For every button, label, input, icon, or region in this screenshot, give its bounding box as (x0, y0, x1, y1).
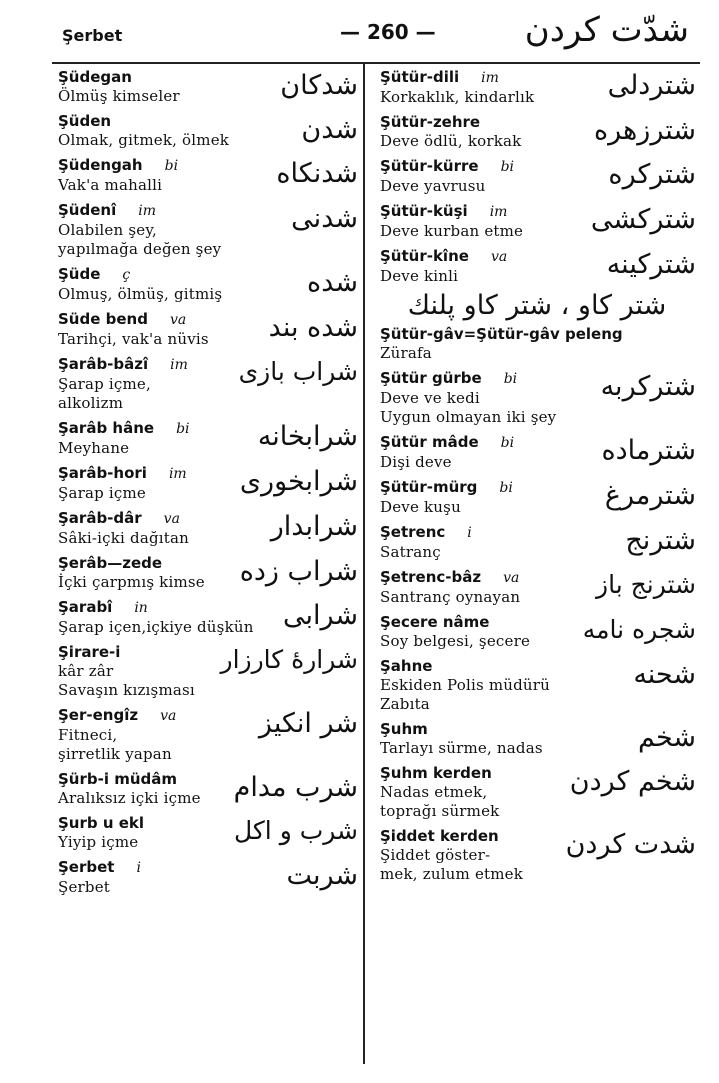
entry-definition: Deve kurban etme (380, 222, 524, 240)
entry-definition: Ölmüş kimseler (58, 87, 180, 105)
dictionary-entry (374, 566, 700, 607)
dictionary-entry (374, 655, 700, 714)
page-header (0, 0, 719, 62)
entry-arabic-line: شتر كاو ، شتر كاو پلنك (407, 290, 667, 321)
entry-arabic: شرابى (282, 600, 358, 631)
entry-arabic: شراب بازى (238, 357, 358, 386)
entry-definition: mek, zulum etmek (380, 865, 524, 883)
headword-text: Şarâb-bâzî (58, 355, 149, 373)
entry-definition: Deve kuşu (380, 498, 461, 516)
dictionary-entry (52, 154, 362, 195)
entry-arabic: شترمرغ (604, 480, 696, 511)
part-of-speech: va (163, 511, 180, 527)
entry-definition: Olmuş, ölmüş, gitmiş (58, 285, 223, 303)
entry-arabic: شرب مدام (233, 772, 358, 803)
entry-definition: Deve ödlü, korkak (380, 132, 522, 150)
part-of-speech: ç (122, 267, 131, 283)
entry-definition: Korkaklık, kindarlık (380, 88, 535, 106)
entry-arabic: شده (307, 267, 358, 298)
entry-definition: Zürafa (380, 344, 432, 362)
entry-definition: Dişi deve (380, 453, 452, 471)
entry-definition: Şiddet göster- (380, 846, 491, 864)
entry-arabic: شدنكاه (276, 158, 358, 189)
entry-definition: Deve ve kedi (380, 389, 480, 407)
entry-definition: Sâki-içki dağıtan (58, 529, 190, 547)
headword-text: Şuhm (380, 720, 428, 738)
header-rule (52, 62, 700, 64)
header-arabic: شدّت كردن (524, 10, 689, 50)
headword-text: Şiddet kerden (380, 827, 499, 845)
headword-text: Şütür-zehre (380, 113, 481, 131)
part-of-speech: im (170, 357, 188, 373)
entry-definition: Deve yavrusu (380, 177, 486, 195)
entry-definition: Vak'a mahalli (58, 176, 163, 194)
dictionary-entry (52, 812, 362, 852)
part-of-speech: va (169, 312, 187, 328)
headword-text: Şütür-kîne (380, 247, 469, 265)
entry-definition: Tarihçi, vak'a nüvis (58, 330, 209, 348)
entry-definition: Satranç (380, 543, 441, 561)
headword-text: Şetrenc-bâz (380, 568, 482, 586)
dictionary-entry (52, 507, 362, 548)
dictionary-entry (52, 462, 362, 503)
dictionary-entry (52, 110, 362, 150)
entry-arabic: شخم كردن (569, 766, 696, 797)
part-of-speech: im (138, 203, 156, 219)
part-of-speech: i (467, 525, 472, 541)
entry-definition: Zabıta (380, 695, 430, 713)
entry-definition: Tarlayı sürme, nadas (380, 739, 543, 757)
entry-arabic: شجره نامه (582, 615, 696, 644)
headword-text: Şerbet (58, 858, 115, 876)
entry-definition: İçki çarpmış kimse (58, 573, 205, 591)
part-of-speech: im (168, 466, 187, 482)
headword-text: Şarâb-dâr (58, 509, 142, 527)
entry-arabic: شرابخورى (239, 466, 358, 497)
guide-word: Şerbet (62, 26, 123, 45)
entry-definition: Şarap içme (58, 484, 147, 502)
left-column (52, 66, 362, 901)
entry-arabic: شحنه (633, 659, 696, 690)
headword-text: Şarabî (58, 598, 113, 616)
entry-arabic: شتركشى (590, 204, 696, 235)
entry-definition: Savaşın kızışması (58, 681, 195, 699)
dictionary-entry (52, 308, 362, 349)
entry-arabic: شدنى (291, 203, 358, 234)
entry-arabic: شتركينه (606, 249, 696, 280)
headword-text: Şirare-i (58, 643, 121, 661)
dictionary-entry (52, 768, 362, 808)
page-number: — 260 — (340, 20, 436, 44)
part-of-speech: bi (500, 159, 515, 175)
entry-arabic: شده بند (268, 312, 358, 343)
entry-definition: yapılmağa değen şey (58, 240, 222, 258)
dictionary-entry (52, 417, 362, 458)
entry-definition: Olabilen şey, (58, 221, 157, 239)
dictionary-entry (374, 200, 700, 241)
part-of-speech: bi (164, 158, 179, 174)
entry-headword (380, 325, 700, 344)
entry-definition: Aralıksız içki içme (58, 789, 201, 807)
entry-definition: alkolizm (58, 394, 124, 412)
headword-text: Şüde (58, 265, 101, 283)
part-of-speech: va (160, 708, 177, 724)
headword-text: Şüdengah (58, 156, 143, 174)
entry-definition: Uygun olmayan iki şey (380, 408, 557, 426)
entry-arabic: شدن (301, 114, 358, 145)
entry-arabic: شرارۀ كارزار (220, 645, 358, 674)
entry-arabic: شترنج (625, 525, 696, 556)
dictionary-entry (374, 431, 700, 472)
dictionary-entry (52, 353, 362, 413)
entry-definition: Yiyip içme (58, 833, 139, 851)
part-of-speech: im (489, 204, 508, 220)
entry-arabic: شر انكيز (258, 708, 358, 739)
entry-arabic: شترنج باز (596, 570, 696, 599)
headword-text: Şütür-kürre (380, 157, 479, 175)
headword-text: Şerâb—zede (58, 554, 163, 572)
part-of-speech: bi (503, 371, 518, 387)
headword-text: Süde bend (58, 310, 148, 328)
entry-arabic: شترماده (601, 435, 696, 466)
part-of-speech: im (481, 70, 499, 86)
part-of-speech: va (503, 570, 520, 586)
headword-text: Şütür gürbe (380, 369, 482, 387)
entry-definition: Eskiden Polis müdürü (380, 676, 550, 694)
entry-arabic: شربت (286, 860, 358, 891)
entry-definition: Soy belgesi, şecere (380, 632, 531, 650)
entry-arabic: شترزهره (594, 115, 696, 146)
entry-definition: toprağı sürmek (380, 802, 500, 820)
entry-definition: Şarap içme, (58, 375, 151, 393)
entry-arabic: شتركره (608, 159, 696, 190)
entry-arabic: شراب زده (239, 556, 358, 587)
dictionary-entry (52, 199, 362, 259)
entry-arabic: شرابدار (270, 511, 358, 542)
part-of-speech: in (134, 600, 148, 616)
entry-arabic: شرابخانه (257, 421, 358, 452)
entry-definition: Santranç oynayan (380, 588, 521, 606)
headword-text: Şütür mâde (380, 433, 479, 451)
headword-text: Şecere nâme (380, 613, 490, 631)
dictionary-entry (52, 856, 362, 897)
entry-definition: şirretlik yapan (58, 745, 172, 763)
entry-definition: Şerbet (58, 878, 111, 896)
dictionary-entry (52, 66, 362, 106)
headword-text: Şuhm kerden (380, 764, 492, 782)
entry-definition: Fitneci, (58, 726, 118, 744)
dictionary-entry (374, 245, 700, 286)
headword-text: Şer-engîz (58, 706, 139, 724)
part-of-speech: va (490, 249, 508, 265)
dictionary-entry (374, 762, 700, 821)
part-of-speech: bi (500, 435, 515, 451)
headword-text: Şahne (380, 657, 433, 675)
entry-arabic: شخم (637, 722, 696, 753)
dictionary-entry (374, 66, 700, 107)
entry-definition: Nadas etmek, (380, 783, 488, 801)
headword-text: Şurb u ekl (58, 814, 145, 832)
headword-text: Şütür-gâv=Şütür-gâv peleng (380, 325, 623, 343)
part-of-speech: i (136, 860, 141, 876)
entry-definition: Olmak, gitmek, ölmek (58, 131, 230, 149)
headword-text: Şüdenî (58, 201, 117, 219)
entry-arabic: شرب و اكل (233, 816, 358, 845)
dictionary-entry (374, 521, 700, 562)
dictionary-entry (52, 641, 362, 700)
right-column (374, 66, 700, 888)
entry-arabic: شتركربه (600, 371, 696, 402)
dictionary-entry (374, 718, 700, 758)
dictionary-entry (374, 825, 700, 884)
part-of-speech: bi (499, 480, 513, 496)
dictionary-entry (374, 111, 700, 151)
dictionary-entry (374, 476, 700, 517)
entry-arabic: شدكان (280, 70, 358, 101)
dictionary-entry (374, 611, 700, 651)
dictionary-entry (52, 263, 362, 304)
headword-text: Şürb-i müdâm (58, 770, 178, 788)
headword-text: Şarâb-hori (58, 464, 147, 482)
dictionary-entry (52, 596, 362, 637)
entry-arabic: شتردلى (607, 70, 696, 101)
entry-definition: Şarap içen,içkiye düşkün (58, 618, 254, 636)
dictionary-entry (52, 552, 362, 592)
headword-text: Şarâb hâne (58, 419, 155, 437)
dictionary-entry (374, 367, 700, 427)
headword-text: Şütür-küşi (380, 202, 468, 220)
headword-text: Şütür-mürg (380, 478, 478, 496)
entry-definition: Meyhane (58, 439, 130, 457)
entry-definition: kâr zâr (58, 662, 114, 680)
headword-text: Şüdegan (58, 68, 132, 86)
headword-text: Şüden (58, 112, 112, 130)
dictionary-entry (374, 155, 700, 196)
entry-definition: Deve kinli (380, 267, 459, 285)
part-of-speech: bi (176, 421, 190, 437)
entry-arabic: شدت كردن (565, 829, 696, 860)
headword-text: Şütür-dili (380, 68, 460, 86)
headword-text: Şetrenc (380, 523, 446, 541)
dictionary-entry (374, 323, 700, 363)
column-divider (363, 64, 365, 1064)
dictionary-entry (52, 704, 362, 764)
